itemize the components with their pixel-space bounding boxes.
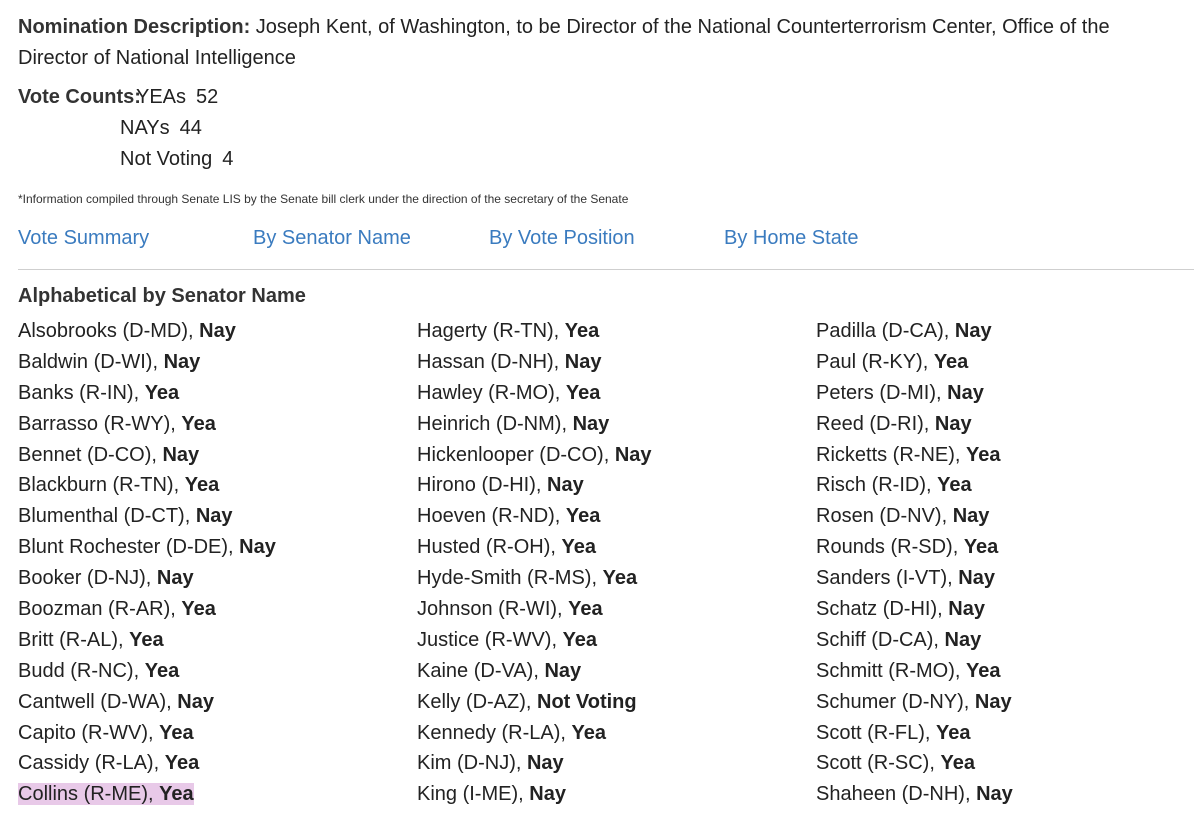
senator-vote: Not Voting	[537, 690, 637, 713]
senator-name: Banks (R-IN),	[18, 381, 145, 404]
senator-entry	[417, 752, 564, 774]
senator-entry	[816, 567, 995, 589]
senator-vote: Nay	[947, 381, 984, 404]
senator-entry	[816, 722, 971, 744]
senator-entry	[18, 536, 276, 558]
senator-entry	[18, 752, 199, 774]
senator-entry	[18, 660, 179, 682]
vote-count-label: NAYs	[120, 117, 170, 139]
senator-row	[816, 409, 1196, 440]
senator-name: Justice (R-WV),	[417, 628, 563, 651]
senator-entry	[816, 598, 985, 620]
senator-vote: Yea	[963, 536, 999, 559]
senator-entry	[18, 474, 219, 496]
senator-name: Booker (D-NJ),	[18, 567, 157, 590]
senator-row	[18, 656, 398, 687]
senator-vote: Nay	[572, 412, 610, 435]
senator-entry	[18, 722, 194, 744]
senator-vote: Nay	[954, 320, 992, 342]
senator-entry	[18, 320, 236, 342]
senator-row	[417, 470, 797, 501]
senator-entry	[18, 505, 233, 527]
vote-count-yeas	[136, 86, 218, 109]
senator-name: Hawley (R-MO),	[417, 381, 566, 404]
senator-name: Kaine (D-VA),	[417, 659, 545, 682]
senator-vote: Nay	[547, 474, 584, 497]
senator-name: Rosen (D-NV),	[816, 505, 953, 528]
senator-name: Hagerty (R-TN),	[417, 320, 565, 342]
senator-vote: Yea	[602, 567, 638, 590]
tab-by-home-state[interactable]: By Home State	[724, 227, 859, 249]
senator-vote: Yea	[562, 628, 598, 651]
senator-row	[18, 316, 398, 347]
senator-row	[18, 532, 398, 563]
senator-entry	[417, 783, 566, 805]
senator-vote: Yea	[966, 659, 1001, 682]
senator-entry	[417, 351, 602, 373]
senator-vote: Yea	[159, 783, 194, 806]
senator-vote: Yea	[144, 381, 180, 404]
senator-row	[816, 594, 1196, 625]
vote-count-value: 4	[222, 148, 234, 170]
senator-name: Scott (R-FL),	[816, 721, 937, 744]
vote-count-value: 52	[196, 86, 219, 108]
senator-entry	[417, 722, 606, 744]
senator-vote: Nay	[934, 412, 972, 435]
senator-row	[417, 594, 797, 625]
senator-name: Bennet (D-CO),	[18, 443, 163, 466]
senator-entry	[816, 474, 972, 496]
nomination-label: Nomination Description:	[18, 16, 251, 38]
senator-name: Schatz (D-HI),	[816, 598, 949, 621]
senator-row	[816, 656, 1196, 687]
section-title: Alphabetical by Senator Name	[18, 285, 306, 307]
senator-row	[18, 347, 398, 378]
senator-column-3	[816, 316, 1196, 810]
senator-column-1	[18, 316, 398, 810]
senator-vote: Nay	[944, 628, 982, 651]
senator-name: Hoeven (R-ND),	[417, 505, 566, 528]
senator-vote: Yea	[937, 474, 972, 497]
vote-counts-label: Vote Counts:	[18, 86, 141, 108]
senator-vote: Nay	[952, 505, 990, 528]
senator-entry	[816, 536, 998, 558]
senator-row	[18, 779, 398, 810]
senator-name: Collins (R-ME),	[18, 783, 160, 806]
senator-entry	[18, 691, 214, 713]
senator-row	[18, 748, 398, 779]
senator-row	[417, 347, 797, 378]
senator-name: Padilla (D-CA),	[816, 320, 955, 342]
senator-row	[417, 532, 797, 563]
senator-vote: Nay	[614, 443, 652, 466]
senator-name: Blackburn (R-TN),	[18, 474, 185, 497]
senator-vote: Yea	[129, 628, 164, 651]
senator-entry	[417, 382, 600, 404]
senator-name: Budd (R-NC),	[18, 659, 145, 682]
senator-name: Schmitt (R-MO),	[816, 659, 966, 682]
senator-name: Scott (R-SC),	[816, 752, 941, 775]
senator-row	[18, 625, 398, 656]
senator-vote: Nay	[163, 350, 201, 373]
senator-entry	[816, 382, 984, 404]
senator-vote: Yea	[568, 598, 603, 621]
nomination-text: Joseph Kent, of Washington, to be Director of the National Counterterrorism Center, Office of the Director of National Intelligence	[18, 16, 1110, 69]
senator-name: Baldwin (D-WI),	[18, 350, 164, 373]
senator-vote: Nay	[948, 598, 985, 621]
senator-name: Rounds (R-SD),	[816, 536, 964, 559]
senator-name: Hirono (D-HI),	[417, 474, 548, 497]
senator-entry	[417, 598, 603, 620]
senator-entry	[417, 567, 637, 589]
senator-name: Johnson (R-WI),	[417, 598, 569, 621]
senator-entry	[417, 536, 596, 558]
senator-row	[417, 563, 797, 594]
senator-entry	[417, 474, 584, 496]
senator-vote: Yea	[966, 443, 1001, 466]
senator-name: King (I-ME),	[417, 783, 530, 806]
senator-name: Risch (R-ID),	[816, 474, 938, 497]
senator-name: Alsobrooks (D-MD),	[18, 320, 200, 342]
senator-name: Schumer (D-NY),	[816, 690, 975, 713]
senator-vote: Yea	[565, 381, 601, 404]
senator-name: Hickenlooper (D-CO),	[417, 443, 615, 466]
senator-row	[18, 470, 398, 501]
senator-name: Blumenthal (D-CT),	[18, 505, 196, 528]
senator-entry	[417, 505, 600, 527]
vote-count-label: YEAs	[136, 86, 187, 108]
senator-entry	[816, 444, 1000, 466]
senator-vote: Nay	[976, 783, 1013, 806]
senator-entry	[816, 691, 1012, 713]
senator-entry	[816, 351, 968, 373]
senator-vote: Yea	[940, 752, 975, 775]
senator-row	[18, 594, 398, 625]
senator-name: Schiff (D-CA),	[816, 628, 945, 651]
senator-entry	[18, 567, 194, 589]
senator-entry	[816, 505, 989, 527]
senator-vote: Nay	[199, 320, 236, 342]
senator-row	[816, 501, 1196, 532]
senator-row	[816, 748, 1196, 779]
senator-row	[816, 563, 1196, 594]
senator-entry	[816, 413, 972, 435]
senator-row	[417, 748, 797, 779]
senator-entry	[18, 351, 200, 373]
senator-entry	[816, 629, 981, 651]
senator-row	[816, 347, 1196, 378]
senator-entry	[816, 320, 992, 342]
senator-row	[18, 501, 398, 532]
senator-vote: Yea	[565, 505, 601, 528]
senator-row	[18, 378, 398, 409]
senator-row	[816, 316, 1196, 347]
senator-row	[816, 378, 1196, 409]
tab-by-vote-position[interactable]: By Vote Position	[489, 227, 635, 249]
senator-row	[417, 625, 797, 656]
senator-name: Cassidy (R-LA),	[18, 752, 165, 775]
senator-entry	[417, 691, 637, 713]
senator-entry	[18, 444, 199, 466]
senator-name: Britt (R-AL),	[18, 628, 130, 651]
senator-name: Barrasso (R-WY),	[18, 412, 182, 435]
senator-name: Boozman (R-AR),	[18, 598, 182, 621]
senator-entry	[816, 752, 975, 774]
senator-row	[18, 440, 398, 471]
senator-entry	[417, 320, 599, 342]
senator-vote: Yea	[159, 721, 194, 744]
senator-vote: Nay	[156, 567, 194, 590]
senator-vote: Yea	[933, 350, 969, 373]
senator-name: Hassan (D-NH),	[417, 350, 565, 373]
senator-vote: Nay	[526, 752, 564, 775]
senator-row	[417, 409, 797, 440]
senator-vote: Nay	[564, 350, 602, 373]
senator-row	[18, 563, 398, 594]
info-note: *Information compiled through Senate LIS by the Senate bill clerk under the direction of the secretary of the Senate	[18, 192, 629, 206]
senator-entry	[816, 660, 1000, 682]
senator-entry	[18, 598, 216, 620]
senator-vote: Yea	[936, 721, 971, 744]
senator-row	[417, 440, 797, 471]
senator-row	[816, 779, 1196, 810]
senator-entry	[417, 629, 597, 651]
senator-name: Kelly (D-AZ),	[417, 690, 537, 713]
senator-row	[18, 409, 398, 440]
senator-vote: Yea	[571, 721, 606, 744]
senator-row	[417, 501, 797, 532]
senator-name: Blunt Rochester (D-DE),	[18, 536, 240, 559]
senator-row	[417, 316, 797, 347]
senator-vote: Yea	[144, 659, 180, 682]
senator-name: Kim (D-NJ),	[417, 752, 527, 775]
vote-count-not-voting	[120, 148, 233, 171]
view-tabs	[18, 227, 1194, 270]
senator-entry	[417, 660, 581, 682]
senator-row	[816, 440, 1196, 471]
senator-vote: Nay	[974, 690, 1012, 713]
senator-vote: Nay	[177, 690, 214, 713]
senator-name: Kennedy (R-LA),	[417, 721, 572, 744]
senator-row	[816, 470, 1196, 501]
senator-row	[816, 625, 1196, 656]
senator-name: Husted (R-OH),	[417, 536, 562, 559]
senator-vote: Nay	[529, 783, 566, 806]
senator-vote: Nay	[239, 536, 276, 559]
nomination-description	[18, 12, 1178, 74]
senator-name: Ricketts (R-NE),	[816, 443, 966, 466]
senator-name: Heinrich (D-NM),	[417, 412, 573, 435]
senator-row	[417, 687, 797, 718]
senator-entry	[18, 413, 216, 435]
senator-row	[18, 718, 398, 749]
senator-column-2	[417, 316, 797, 810]
senator-vote: Nay	[162, 443, 200, 466]
senator-name: Cantwell (D-WA),	[18, 690, 178, 713]
senator-name: Paul (R-KY),	[816, 350, 934, 373]
vote-count-nays	[120, 117, 202, 140]
senator-vote: Yea	[561, 536, 596, 559]
senator-vote: Yea	[164, 752, 200, 775]
senator-name: Capito (R-WV),	[18, 721, 160, 744]
senator-vote: Yea	[184, 474, 220, 497]
tab-by-senator-name[interactable]: By Senator Name	[253, 227, 411, 249]
senator-row	[816, 718, 1196, 749]
senator-row	[417, 656, 797, 687]
senator-row	[816, 687, 1196, 718]
senator-name: Hyde-Smith (R-MS),	[417, 567, 603, 590]
senator-vote: Nay	[195, 505, 233, 528]
tab-vote-summary[interactable]: Vote Summary	[18, 227, 150, 249]
senator-entry	[417, 444, 652, 466]
senator-name: Reed (D-RI),	[816, 412, 935, 435]
vote-count-value: 44	[179, 117, 202, 139]
senator-row	[417, 718, 797, 749]
senator-row	[417, 378, 797, 409]
senator-vote: Nay	[958, 567, 995, 590]
senator-entry	[816, 783, 1013, 805]
senator-row	[18, 687, 398, 718]
senator-row	[417, 779, 797, 810]
senator-vote: Nay	[544, 659, 582, 682]
senator-entry	[417, 413, 609, 435]
senator-entry	[18, 783, 194, 805]
senator-name: Peters (D-MI),	[816, 381, 948, 404]
senator-entry	[18, 382, 179, 404]
senator-vote: Yea	[564, 320, 600, 342]
vote-count-label: Not Voting	[120, 148, 213, 170]
senator-entry	[18, 629, 164, 651]
senator-name: Shaheen (D-NH),	[816, 783, 977, 806]
senator-row	[816, 532, 1196, 563]
senator-vote: Yea	[181, 598, 216, 621]
senator-vote: Yea	[181, 412, 216, 435]
senator-name: Sanders (I-VT),	[816, 567, 959, 590]
